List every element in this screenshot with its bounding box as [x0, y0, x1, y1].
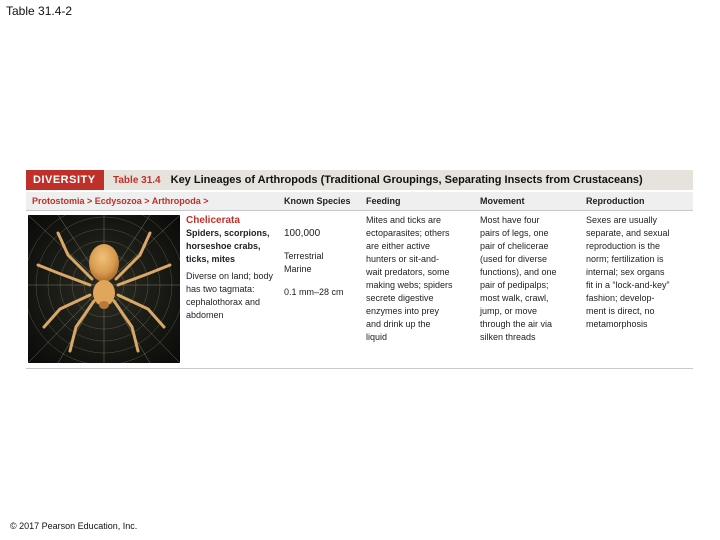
feeding-line: secrete digestive [366, 293, 434, 303]
feeding-line: wait predators, some [366, 267, 450, 277]
diversity-badge: DIVERSITY [26, 170, 104, 190]
reproduction-line: ment is direct, no [586, 306, 655, 316]
table-bottom-rule [26, 368, 693, 369]
feeding-line: Mites and ticks are [366, 215, 442, 225]
reproduction-line: Sexes are usually [586, 215, 658, 225]
feeding-line: enzymes into prey [366, 306, 440, 316]
header-feeding: Feeding [366, 196, 401, 206]
table-number: Table 31.4 [113, 174, 161, 186]
feeding-line: ectoparasites; others [366, 228, 450, 238]
feeding-line: making webs; spiders [366, 280, 453, 290]
spider-photo [28, 215, 180, 363]
spider-icon [28, 215, 180, 363]
movement-line: jump, or move [480, 306, 538, 316]
lineage-description-1: Diverse on land; body [186, 271, 274, 281]
lineage-cell [186, 214, 278, 322]
movement-line: through the air via [480, 319, 553, 329]
habitat-1: Terrestrial [284, 251, 324, 261]
lineage-example-2: horseshoe crabs, [186, 241, 261, 251]
movement-line: functions), and one [480, 267, 557, 277]
movement-line: pair of chelicerae [480, 241, 549, 251]
feeding-line: liquid [366, 332, 388, 342]
reproduction-cell [586, 214, 692, 331]
movement-line: (used for diverse [480, 254, 548, 264]
taxonomy-breadcrumb: Protostomia > Ecdysozoa > Arthropoda > [32, 196, 209, 206]
movement-line: Most have four [480, 215, 540, 225]
header-movement: Movement [480, 196, 525, 206]
lineage-example-1: Spiders, scorpions, [186, 228, 270, 238]
reproduction-line: reproduction is the [586, 241, 661, 251]
reproduction-line: fashion; develop- [586, 293, 655, 303]
copyright-footer: © 2017 Pearson Education, Inc. [10, 521, 138, 531]
lineage-name: Chelicerata [186, 215, 240, 226]
reproduction-line: fit in a “lock-and-key” [586, 280, 670, 290]
habitat-2: Marine [284, 264, 312, 274]
reproduction-line: metamorphosis [586, 319, 648, 329]
movement-line: pair of pedipalps; [480, 280, 549, 290]
movement-line: pairs of legs, one [480, 228, 549, 238]
known-species-cell [284, 214, 362, 299]
movement-cell [480, 214, 582, 344]
reproduction-line: norm; fertilization is [586, 254, 664, 264]
species-count: 100,000 [284, 228, 321, 239]
feeding-line: and drink up the [366, 319, 431, 329]
lineage-description-3: cephalothorax and [186, 297, 261, 307]
lineage-description-4: abdomen [186, 310, 224, 320]
lineage-description-2: has two tagmata: [186, 284, 255, 294]
table-title-bar [26, 170, 693, 190]
slide-title: Table 31.4-2 [6, 4, 73, 18]
header-reproduction: Reproduction [586, 196, 645, 206]
header-known-species: Known Species [284, 196, 351, 206]
movement-line: most walk, crawl, [480, 293, 549, 303]
table-header-row [26, 192, 693, 211]
table-title: Key Lineages of Arthropods (Traditional Groupings, Separating Insects from Crustaceans) [170, 174, 643, 186]
feeding-cell [366, 214, 476, 344]
reproduction-line: separate, and sexual [586, 228, 670, 238]
diversity-table [26, 170, 693, 370]
reproduction-line: internal; sex organs [586, 267, 665, 277]
lineage-example-3: ticks, mites [186, 254, 236, 264]
feeding-line: hunters or sit-and- [366, 254, 440, 264]
movement-line: silken threads [480, 332, 536, 342]
feeding-line: are either active [366, 241, 431, 251]
size-range: 0.1 mm–28 cm [284, 287, 344, 297]
